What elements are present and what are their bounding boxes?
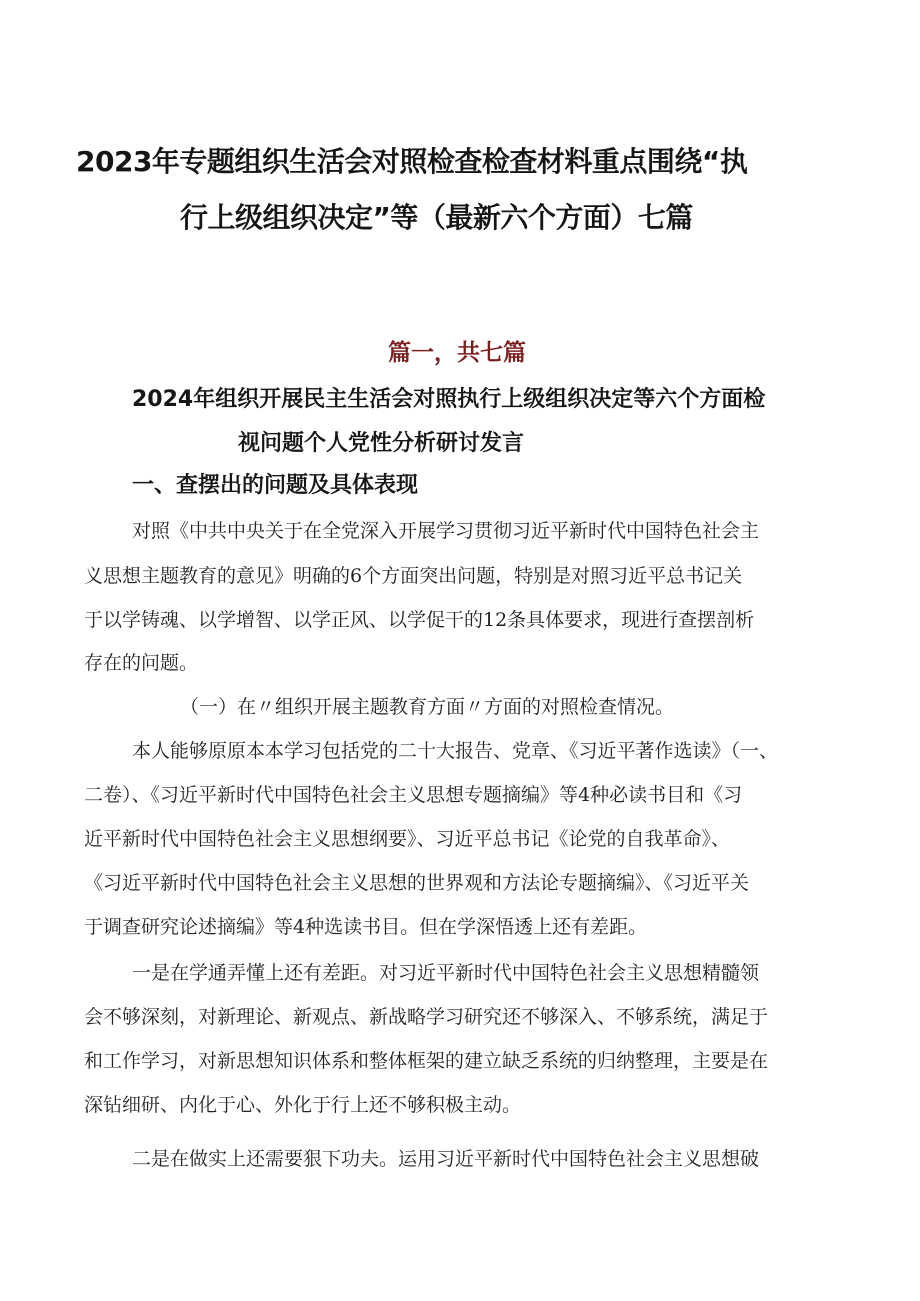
section-label: 篇一，共七篇: [388, 340, 526, 366]
paragraph-3-line: 会不够深刻，对新理论、新观点、新战略学习研究还不够深入、不够系统，满足于: [84, 1006, 769, 1028]
subheading-1: （一）在〃组织开展主题教育方面〃方面的对照检查情况。: [180, 696, 675, 718]
paragraph-3-line: 一是在学通弄懂上还有差距。对习近平新时代中国特色社会主义思想精髓领: [132, 962, 760, 984]
paragraph-1-line: 对照《中共中央关于在全党深入开展学习贯彻习近平新时代中国特色社会主: [132, 520, 760, 542]
paragraph-2-line: 近平新时代中国特色社会主义思想纲要》、习近平总书记《论党的自我革命》、: [84, 828, 731, 850]
document-title-line-1: 2023年专题组织生活会对照检查检查材料重点围绕“执: [76, 145, 748, 178]
paragraph-4-line: 二是在做实上还需要狠下功夫。运用习近平新时代中国特色社会主义思想破: [132, 1148, 760, 1170]
paragraph-2-line: 于调查研究论述摘编》等4种选读书目。但在学深悟透上还有差距。: [84, 916, 648, 938]
article-title-line-1: 2024年组织开展民主生活会对照执行上级组织决定等六个方面检: [132, 387, 766, 412]
paragraph-1-line: 于以学铸魂、以学增智、以学正风、以学促干的12条具体要求，现进行查摆剖析: [84, 609, 755, 631]
document-title-line-2: 行上级组织决定”等（最新六个方面）七篇: [180, 201, 693, 234]
paragraph-2-line: 本人能够原原本本学习包括党的二十大报告、党章、《习近平著作选读》（一、: [132, 740, 779, 762]
section-heading-1: 一、查摆出的问题及具体表现: [132, 473, 419, 498]
paragraph-3-line: 深钻细研、内化于心、外化于行上还不够积极主动。: [84, 1094, 522, 1116]
paragraph-2-line: 《习近平新时代中国特色社会主义思想的世界观和方法论专题摘编》、《习近平关: [84, 872, 750, 894]
paragraph-1-line: 义思想主题教育的意见》明确的6个方面突出问题，特别是对照习近平总书记关: [84, 565, 743, 587]
paragraph-2-line: 二卷）、《习近平新时代中国特色社会主义思想专题摘编》等4种必读书目和《习: [84, 784, 743, 806]
article-title-line-2: 视问题个人党性分析研讨发言: [238, 431, 525, 456]
paragraph-1-line: 存在的问题。: [84, 652, 199, 674]
paragraph-3-line: 和工作学习，对新思想知识体系和整体框架的建立缺乏系统的归纳整理，主要是在: [84, 1050, 769, 1072]
